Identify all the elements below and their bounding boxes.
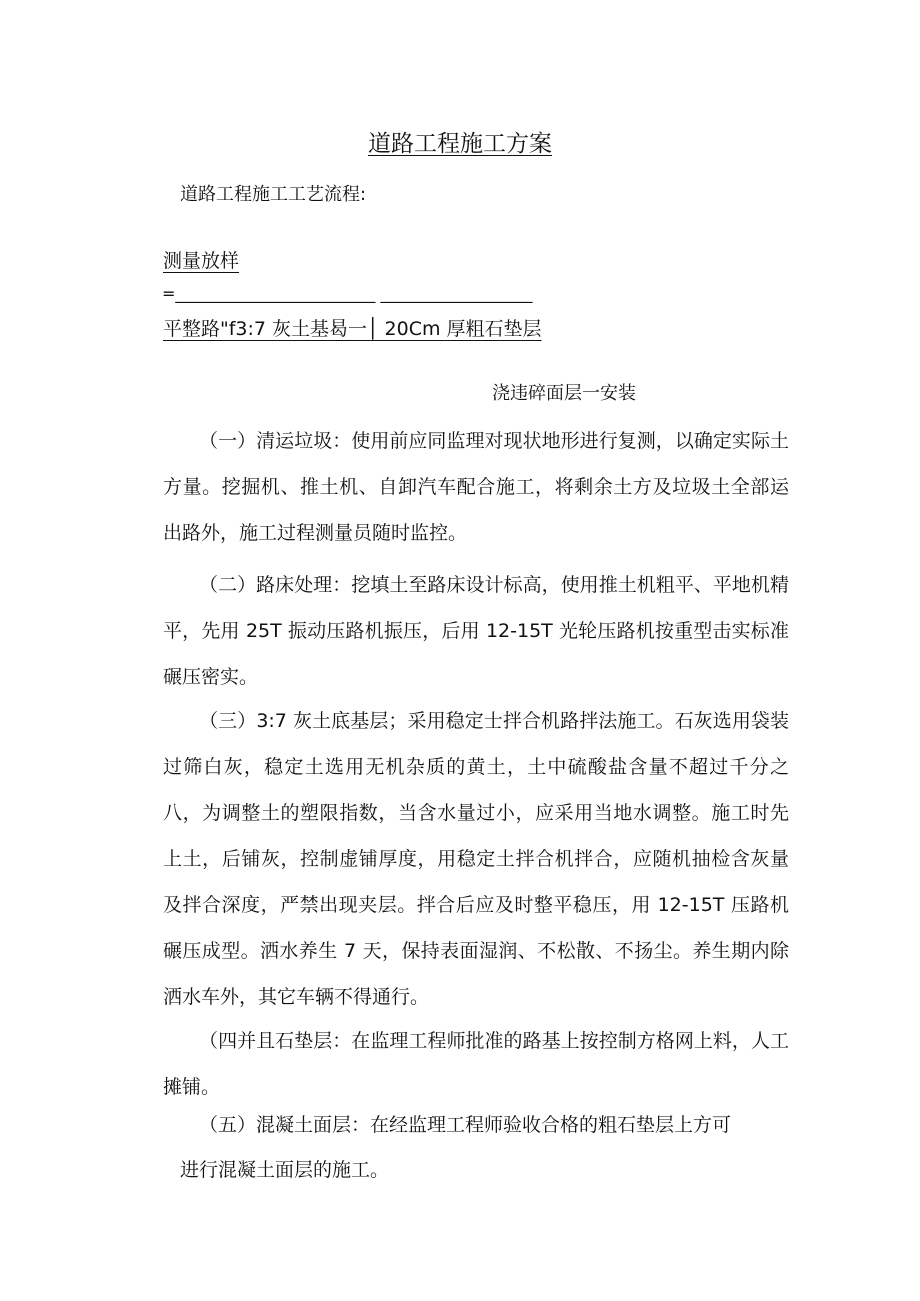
process-flow-heading: 道路工程施工工艺流程:	[180, 184, 367, 205]
flow-step-base-layers: 平整路"f3:7 灰土基曷一│ 20Cm 厚粗石垫层	[163, 318, 542, 340]
page-title: 道路工程施工方案	[368, 131, 552, 157]
paragraph-text: （四并且石垫层：在监理工程师批准的路基上按控制方格网上料，人工摊铺。	[163, 1030, 789, 1098]
flow-step-surface: 浇违碎面层一安装	[492, 383, 636, 404]
paragraph-concrete-line1: （五）混凝土面层：在经监理工程师验收合格的粗石垫层上方可	[199, 1114, 732, 1136]
paragraph-concrete-line2: 进行混凝土面层的施工。	[180, 1159, 390, 1181]
paragraph-subgrade	[163, 562, 789, 700]
paragraph-text: （一）清运垃圾：使用前应同监理对现状地形进行复测，以确定实际土方量。挖掘机、推土机、自卸汽车配合施工，将剩余土方及垃圾土全部运出路外，施工过程测量员随时监控。	[163, 430, 789, 544]
flow-connector-line: =_________________________ ___________________	[162, 284, 533, 303]
paragraph-text: （二）路床处理：挖填土至路床设计标高，使用推土机粗平、平地机精平，先用 25T 振动压路机振压，后用 12-15T 光轮压路机按重型击实标准碾压密实。	[163, 574, 789, 688]
paragraph-gravel-cushion	[163, 1018, 789, 1110]
paragraph-text: （三）3:7 灰土底基层；采用稳定士拌合机路拌法施工。石灰选用袋装过筛白灰，稳定土选用无机杂质的黄土，土中硫酸盐含量不超过千分之八，为调整土的塑限指数，当含水量过小，应采用当地水调整。施工时先上土，后铺灰，控制虚铺厚度，用稳定土拌合机拌合，应随机抽检含灰量及拌合深度，严禁出现夹层。拌合后应及时整平稳压，用 12-15T 压路机碾压成型。洒水养生 7 天，保持表面湿润、不松散、不扬尘。养生期内除洒水车外，其它车辆不得通行。	[163, 710, 789, 1008]
paragraph-lime-soil-base	[163, 698, 789, 1020]
paragraph-clearing	[163, 418, 789, 556]
flow-step-survey: 测量放样	[163, 250, 240, 272]
